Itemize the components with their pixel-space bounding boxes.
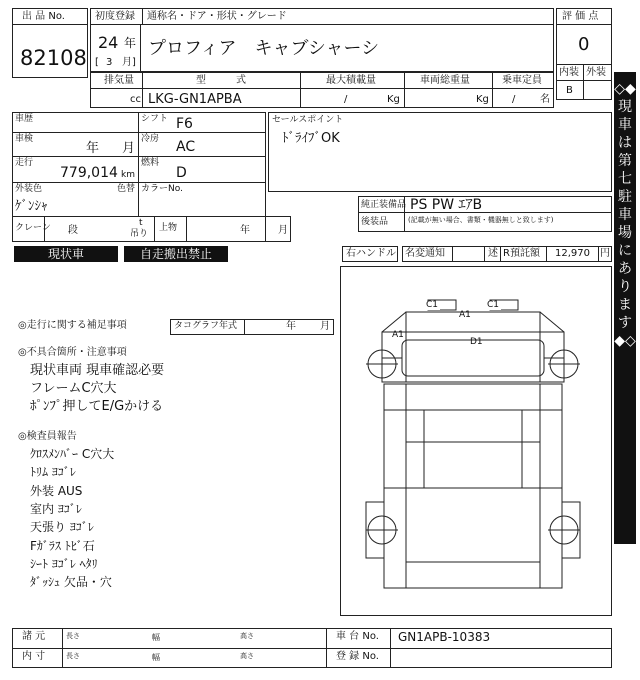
interior-size-label: 内 寸: [22, 651, 46, 662]
tacho-month-unit: 月: [320, 321, 330, 332]
interior-grade-label: 内装: [559, 67, 579, 78]
first-reg-label: 初度登録: [95, 11, 135, 22]
sidebar-text: ◇◆現車は第七駐車場にあります◆◇: [614, 81, 636, 349]
reg-month: 3: [106, 57, 113, 68]
reg-month-open: [: [95, 57, 99, 68]
reg-year-unit: 年: [124, 36, 137, 50]
genuine-value: PS PW ｴｱB: [410, 197, 483, 213]
mileage-unit: km: [121, 170, 135, 180]
no-self-drive-badge: 自走搬出禁止: [124, 246, 228, 262]
inspection-month-unit: 月: [122, 141, 136, 156]
inspection-label: 車検: [15, 134, 34, 144]
model-value: LKG-GN1APBA: [148, 92, 242, 107]
r-deposit-value: 12,970: [555, 248, 590, 259]
reg-no-label: 登 録 No.: [336, 651, 379, 662]
driving-heading: ◎走行に関する補足事項: [18, 320, 127, 331]
r-deposit-label: R預託額: [503, 248, 540, 259]
damage-mark: C1: [487, 300, 500, 310]
width-label: 幅: [152, 633, 160, 642]
aftermarket-label: 後装品: [361, 217, 389, 227]
inspector-line: 室内 ﾖｺﾞﾚ: [30, 502, 82, 516]
mileage-label: 走行: [15, 158, 34, 168]
name-change-label: 名変通知: [405, 248, 445, 259]
reg-month-unit: 月]: [122, 57, 136, 68]
exterior-grade-label: 外装: [586, 67, 606, 78]
score-label: 評 価 点: [562, 11, 599, 22]
inspector-line: ﾄﾘﾑ ﾖｺﾞﾚ: [30, 465, 76, 479]
shift-value: F6: [176, 116, 193, 132]
shift-label: シフト: [141, 114, 169, 124]
crane-hang-unit: 吊り: [130, 229, 149, 239]
crane-label: クレーン: [15, 223, 51, 233]
chassis-value: GN1APB-10383: [398, 630, 491, 644]
interior-grade: B: [566, 85, 573, 96]
height-label: 高さ: [240, 652, 254, 660]
defect-line: 現状車両 現車確認必要: [30, 363, 165, 378]
inspector-line: 天張り ﾖｺﾞﾚ: [30, 520, 94, 534]
current-status-badge: 現状車: [14, 246, 118, 262]
inspection-year-unit: 年: [86, 141, 100, 156]
inspector-line: ｸﾛｽﾒﾝﾊﾞｰ C穴大: [30, 447, 115, 461]
sales-point-label: セールスポイント: [272, 115, 344, 125]
mileage-value: 779,014: [60, 165, 118, 181]
tacho-label: タコグラフ年式: [174, 321, 238, 331]
defect-heading: ◎不具合箇所・注意事項: [18, 347, 127, 358]
capacity-slash: /: [512, 94, 516, 105]
ac-label: 冷房: [141, 134, 160, 144]
genuine-label: 純正装備品: [361, 200, 407, 210]
capacity-label: 乗車定員: [502, 75, 542, 86]
score: 0: [578, 34, 590, 55]
damage-mark: A1: [459, 310, 471, 320]
lot-no-label: 出 品 No.: [22, 11, 65, 22]
ac-value: AC: [176, 139, 196, 155]
waste-label: 述: [488, 248, 498, 259]
gross-weight-unit: Kg: [476, 94, 489, 105]
body-cell-ext: [265, 216, 291, 242]
displacement-label: 排気量: [104, 75, 134, 86]
defect-line: フレームC穴大: [30, 381, 117, 396]
color-no-label: カラーNo.: [141, 184, 183, 194]
damage-mark: A1: [392, 330, 404, 340]
sales-point-value: ﾄﾞﾗｲﾌﾞOK: [282, 131, 340, 146]
inspector-line: ﾀﾞｯｼｭ 欠品・穴: [30, 575, 112, 589]
length-label: 長さ: [66, 652, 80, 660]
right-handle-label: 右ハンドル: [346, 248, 396, 259]
body-year-unit: 年: [240, 225, 250, 236]
damage-mark: C1: [426, 300, 439, 310]
crane-step-unit: 段: [68, 225, 78, 236]
car-name: プロフィア キャブシャーシ: [148, 38, 380, 59]
fuel-label: 燃料: [141, 158, 160, 168]
width-label: 幅: [152, 653, 160, 662]
ext-color-label: 外装色: [15, 184, 43, 194]
body-month-unit: 月: [278, 225, 288, 236]
inspector-line: ｼｰﾄ ﾖｺﾞﾚ ﾍﾀﾘ: [30, 557, 98, 571]
ext-color-value: ｹﾞﾝｼｬ: [15, 199, 48, 214]
crane-t-unit: t: [139, 218, 143, 228]
gross-weight-label: 車両総重量: [420, 75, 470, 86]
spec-label: 諸 元: [22, 631, 46, 642]
lot-no: 82108: [20, 46, 87, 70]
max-load-slash: /: [344, 94, 348, 105]
defect-line: ﾎﾟﾝﾌﾟ押してE/Gかける: [30, 399, 164, 414]
capacity-unit: 名: [540, 94, 550, 105]
max-load-label: 最大積載量: [326, 75, 376, 86]
name-label: 通称名・ドア・形状・グレード: [147, 11, 287, 22]
displacement-unit: cc: [130, 94, 141, 105]
inspector-line: Fｶﾞﾗｽ ﾄﾋﾞ石: [30, 539, 95, 553]
height-label: 高さ: [240, 632, 254, 640]
chassis-label: 車 台 No.: [336, 631, 379, 642]
fuel-value: D: [176, 165, 187, 181]
max-load-unit: Kg: [387, 94, 400, 105]
model-label: 型 式: [196, 75, 246, 86]
body-label: 上物: [159, 223, 178, 233]
aftermarket-note: (記載が無い場合、書類・機器無しと致します): [408, 216, 554, 224]
color-change-label: 色替: [117, 184, 136, 194]
inspector-line: 外装 AUS: [30, 484, 83, 498]
reg-year: 24: [98, 33, 119, 52]
damage-mark: D1: [470, 337, 483, 347]
history-label: 車歴: [15, 114, 34, 124]
tacho-year-unit: 年: [286, 321, 296, 332]
yen-label: 円: [600, 248, 610, 259]
inspector-heading: ◎検査員報告: [18, 431, 77, 442]
length-label: 長さ: [66, 632, 80, 640]
